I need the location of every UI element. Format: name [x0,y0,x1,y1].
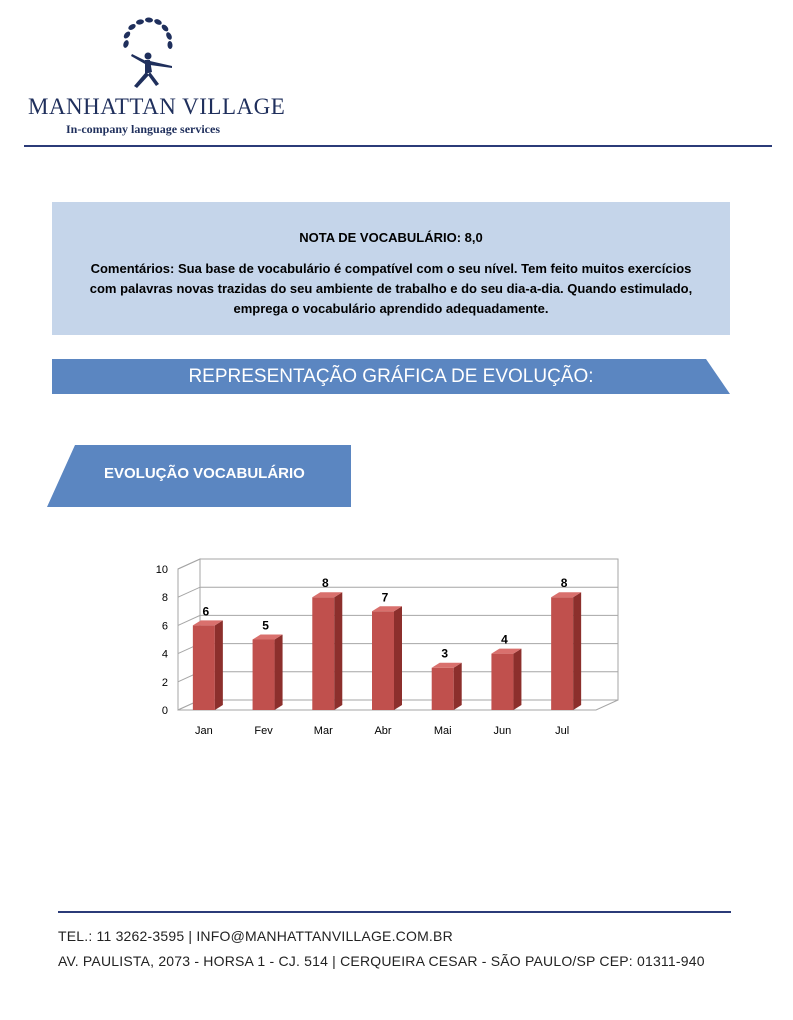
bar-abr [372,606,402,710]
header-divider [24,145,772,147]
subsection-title: EVOLUÇÃO VOCABULÁRIO [104,465,305,482]
data-label: 3 [441,646,449,661]
bar-mar [312,592,342,710]
y-tick-label: 4 [161,648,168,661]
bar-mai [432,663,462,710]
x-tick-label: Jan [194,725,213,737]
y-tick-label: 0 [161,705,168,717]
brand-name: MANHATTAN VILLAGE [28,94,286,119]
x-tick-label: Abr [374,725,392,737]
y-tick-label: 10 [155,564,168,576]
x-tick-label: Fev [254,725,273,737]
brand-tagline: In-company language services [66,122,220,136]
data-label: 5 [262,618,269,633]
y-tick-label: 6 [161,620,168,633]
footer-address: AV. PAULISTA, 2073 - HORSA 1 - CJ. 514 | CERQUEIRA CESAR - SÃO PAULO/SP CEP: 01311-940 [58,953,705,969]
vocabulary-comment: Comentários: Sua base de vocabulário é compatível com o seu nível. Tem feito muitos exercícios com palavras novas trazidas do seu ambiente de trabalho e do seu dia-a-dia. Quando estimulado, emprega o vocabulário aprendido adequadamente. [89,261,693,316]
bar-fev [253,635,283,711]
x-tick-label: Jul [555,725,570,737]
vocabulary-evolution-chart [140,545,630,750]
data-label: 8 [560,576,568,591]
footer-divider [58,911,731,913]
jumping-figure-laurel-logo-icon [112,14,182,96]
x-tick-label: Mar [313,725,333,737]
bar-jan [193,620,223,710]
section-title: REPRESENTAÇÃO GRÁFICA DE EVOLUÇÃO: [188,366,594,387]
subsection-banner [47,445,351,507]
bar-jun [491,649,521,710]
footer-contact: TEL.: 11 3262-3595 | INFO@MANHATTANVILLAGE.COM.BR [58,928,453,944]
data-label: 4 [501,632,508,647]
x-tick-label: Mai [433,725,452,737]
data-label: 7 [381,590,389,605]
section-banner [52,359,730,394]
y-tick-label: 8 [161,592,168,605]
bar-jul [551,592,581,710]
vocabulary-note-box [52,202,730,335]
vocabulary-grade: NOTA DE VOCABULÁRIO: 8,0 [299,230,483,245]
x-tick-label: Jun [493,725,512,737]
y-tick-label: 2 [161,676,168,689]
data-label: 8 [321,576,329,591]
data-label: 6 [202,604,210,619]
